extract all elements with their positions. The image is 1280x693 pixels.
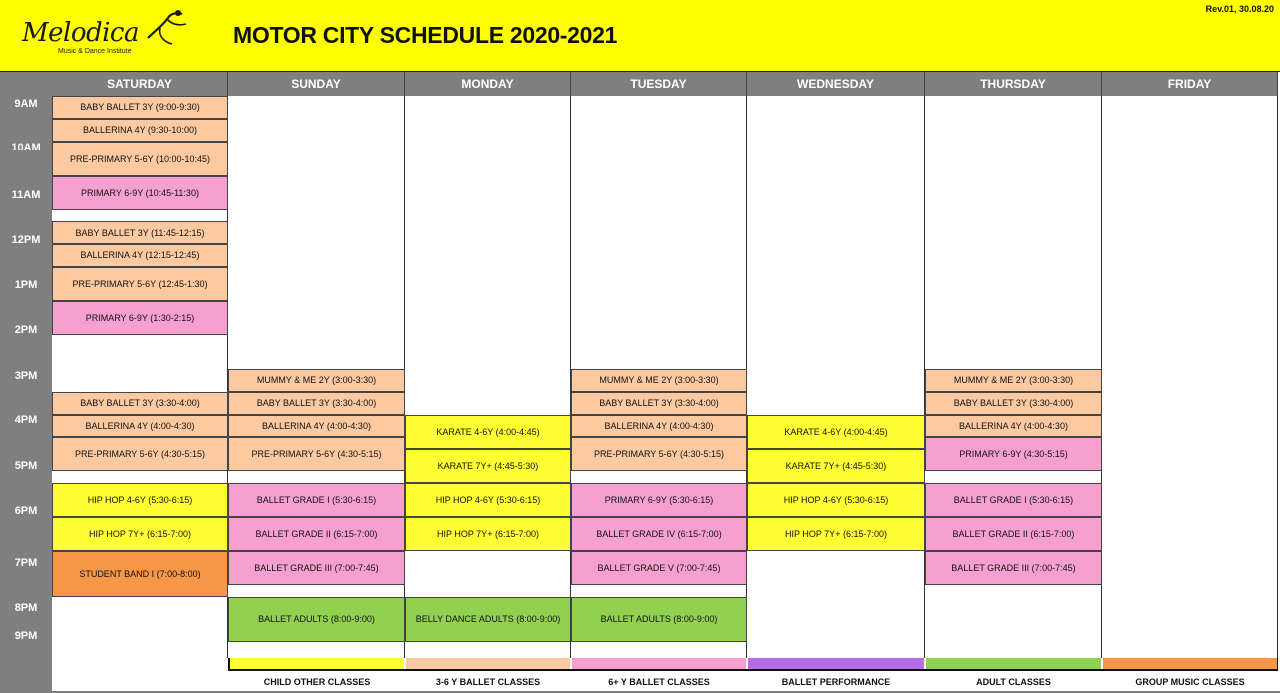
legend-swatch-adult-classes [926,658,1101,669]
class-label: BALLET GRADE IV (6:15-7:00) [596,528,722,539]
time-label-9pm: 9PM [14,630,38,642]
day-column-wednesday [747,96,925,658]
class-label: PRE-PRIMARY 5-6Y (10:00-10:45) [69,153,211,164]
class-label: BALLET GRADE V (7:00-7:45) [597,563,721,574]
class-block [52,483,228,517]
day-column-monday [405,96,571,658]
class-label: BALLET GRADE III (7:00-7:45) [254,563,379,574]
day-header-saturday: SATURDAY [52,72,228,96]
day-header-friday: FRIDAY [1102,72,1278,96]
class-block [925,551,1102,585]
class-label: BABY BALLET 3Y (3:30-4:00) [80,398,200,409]
class-block [405,517,571,551]
class-block [925,483,1102,517]
class-block [747,517,925,551]
day-column-friday [1102,96,1278,658]
class-block [52,437,228,471]
class-block [52,415,228,438]
time-label-11am: 11AM [11,189,41,201]
class-label: MUMMY & ME 2Y (3:00-3:30) [599,375,719,386]
class-label: BALLERINA 4Y (9:30-10:00) [83,125,197,136]
day-header-wednesday: WEDNESDAY [747,72,925,96]
class-block [571,392,747,415]
class-block [571,517,747,551]
class-block [52,267,228,301]
class-label: PRIMARY 6-9Y (10:45-11:30) [81,187,199,198]
class-label: KARATE 4-6Y (4:00-4:45) [436,426,540,437]
header-bar [0,0,1280,72]
class-block [228,517,405,551]
class-block [405,483,571,517]
class-block [52,142,228,176]
class-label: PRE-PRIMARY 5-6Y (4:30-5:15) [251,449,382,460]
class-block [228,392,405,415]
class-label: BALLET GRADE II (6:15-7:00) [952,528,1075,539]
day-header-thursday: THURSDAY [925,72,1102,96]
class-block [228,483,405,517]
class-block [228,369,405,392]
class-block [747,483,925,517]
class-label: MUMMY & ME 2Y (3:00-3:30) [256,375,377,386]
class-label: BALLET ADULTS (8:00-9:00) [258,614,375,625]
class-label: PRE-PRIMARY 5-6Y (4:30-5:15) [593,449,725,460]
class-label: BALLERINA 4Y (12:15-12:45) [80,250,200,261]
logo-text: Melodica [22,18,139,48]
class-label: HIP HOP 7Y+ (6:15-7:00) [785,528,887,539]
class-block [52,517,228,551]
class-block [571,369,747,392]
class-block [52,392,228,415]
class-block [925,517,1102,551]
class-label: BALLERINA 4Y (4:00-4:30) [959,420,1068,431]
melodica-logo [18,8,188,60]
class-block [52,96,228,119]
dancer-icon [138,8,190,48]
time-label-5pm: 5PM [14,460,38,472]
legend-label-ballet-performance: BALLET PERFORMANCE [781,677,891,687]
class-block [405,449,571,483]
time-label-3pm: 3PM [14,370,38,382]
class-block [571,437,747,471]
class-block [52,301,228,335]
class-label: KARATE 4-6Y (4:00-4:45) [784,426,888,437]
time-label-12pm: 12PM [11,234,41,246]
class-block [52,119,228,142]
class-label: HIP HOP 7Y+ (6:15-7:00) [89,528,191,539]
time-label-9am: 9AM [14,98,38,110]
class-label: BABY BALLET 3Y (11:45-12:15) [75,227,205,238]
class-label: BALLET GRADE II (6:15-7:00) [255,528,378,539]
class-block [228,597,405,643]
time-column [0,72,52,693]
class-label: HIP HOP 4-6Y (5:30-6:15) [87,494,193,505]
class-block [747,415,925,449]
legend-label-6-y-ballet-classes: 6+ Y BALLET CLASSES [608,677,710,687]
page-title: MOTOR CITY SCHEDULE 2020-2021 [233,22,618,48]
class-block [571,415,747,438]
day-header-monday: MONDAY [405,72,571,96]
time-label-1pm: 1PM [14,279,38,291]
class-block [571,597,747,643]
class-block [228,551,405,585]
class-block [52,176,228,210]
legend-label-3-6-y-ballet-classes: 3-6 Y BALLET CLASSES [435,677,541,687]
class-label: KARATE 7Y+ (4:45-5:30) [437,460,539,471]
class-block [571,551,747,585]
class-block [52,221,228,244]
legend-swatch-child-other-classes [230,658,404,669]
class-label: BALLET GRADE III (7:00-7:45) [951,563,1076,574]
class-label: BALLERINA 4Y (4:00-4:30) [604,420,714,431]
class-label: BABY BALLET 3Y (3:30-4:00) [599,398,719,409]
class-block [925,415,1102,438]
day-header-tuesday: TUESDAY [571,72,747,96]
class-block [228,415,405,438]
legend-label-group-music-classes: GROUP MUSIC CLASSES [1135,677,1245,687]
legend-swatch-6-y-ballet-classes [572,658,746,669]
class-label: STUDENT BAND I (7:00-8:00) [79,568,201,579]
class-label: HIP HOP 4-6Y (5:30-6:15) [783,494,889,505]
time-label-4pm: 4PM [14,414,38,426]
class-label: BALLET GRADE I (5:30-6:15) [256,494,377,505]
time-label-10am: 10AM [11,142,41,150]
class-label: HIP HOP 7Y+ (6:15-7:00) [437,528,539,539]
time-label-8pm: 8PM [14,602,38,614]
class-block [747,449,925,483]
class-block [52,551,228,597]
logo-subtitle: Music & Dance Institute [58,48,132,55]
class-block [925,369,1102,392]
class-block [228,437,405,471]
class-block [405,597,571,643]
class-block [571,483,747,517]
revision-label: Rev.01, 30.08.20 [1205,4,1274,14]
legend-swatch-group-music-classes [1103,658,1277,669]
time-label-7pm: 7PM [14,557,38,569]
class-label: BALLET ADULTS (8:00-9:00) [600,614,718,625]
class-label: PRE-PRIMARY 5-6Y (4:30-5:15) [74,449,206,460]
legend-swatch-3-6-y-ballet-classes [406,658,570,669]
class-label: KARATE 7Y+ (4:45-5:30) [785,460,887,471]
class-label: BELLY DANCE ADULTS (8:00-9:00) [415,614,561,625]
time-label-6pm: 6PM [14,505,38,517]
class-label: MUMMY & ME 2Y (3:00-3:30) [953,375,1074,386]
legend-label-child-other-classes: CHILD OTHER CLASSES [263,677,371,687]
legend-label-adult-classes: ADULT CLASSES [976,677,1051,687]
class-label: PRIMARY 6-9Y (1:30-2:15) [85,312,195,323]
time-label-2pm: 2PM [14,324,38,336]
class-label: BALLERINA 4Y (4:00-4:30) [85,420,195,431]
class-label: BABY BALLET 3Y (9:00-9:30) [80,102,200,113]
class-label: BALLET GRADE I (5:30-6:15) [953,494,1074,505]
class-label: PRIMARY 6-9Y (5:30-6:15) [604,494,714,505]
class-label: BABY BALLET 3Y (3:30-4:00) [953,398,1074,409]
class-label: HIP HOP 4-6Y (5:30-6:15) [435,494,541,505]
legend-swatch-ballet-performance [748,658,924,669]
day-header-sunday: SUNDAY [228,72,405,96]
class-label: BALLERINA 4Y (4:00-4:30) [262,420,371,431]
class-label: BABY BALLET 3Y (3:30-4:00) [256,398,377,409]
class-block [925,392,1102,415]
class-label: PRIMARY 6-9Y (4:30-5:15) [959,449,1068,460]
class-label: PRE-PRIMARY 5-6Y (12:45-1:30) [72,278,208,289]
class-block [925,437,1102,471]
class-block [405,415,571,449]
class-block [52,244,228,267]
